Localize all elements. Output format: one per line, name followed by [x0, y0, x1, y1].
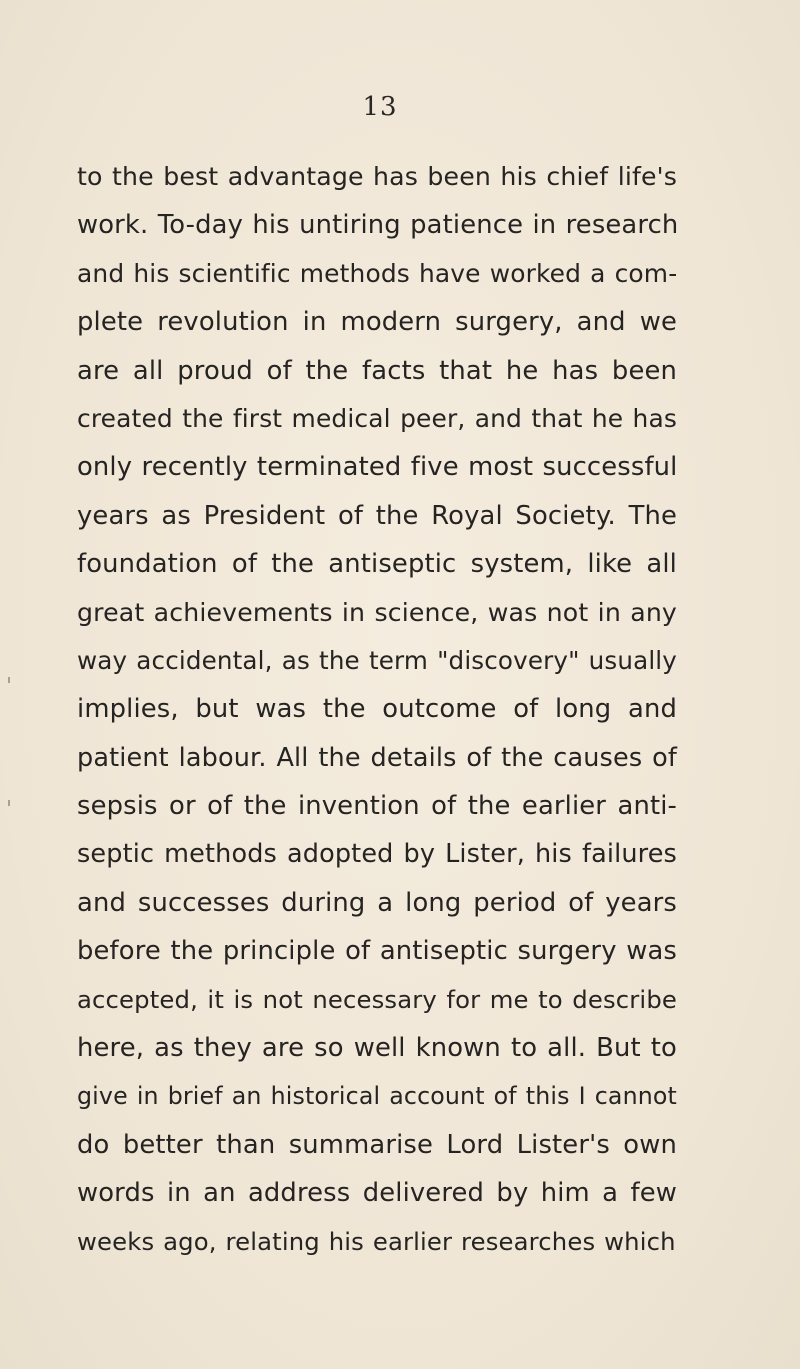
text-line: here, as they are so well known to all. But to — [77, 1033, 677, 1064]
text-line: before the principle of antiseptic surgery was — [77, 936, 677, 967]
text-line: and his scientific methods have worked a com- — [77, 258, 678, 288]
text-line: weeks ago, relating his earlier researches which — [77, 1226, 676, 1256]
text-line: only recently terminated five most successful — [77, 452, 678, 483]
text-line: do better than summarise Lord Lister's own — [77, 1129, 677, 1160]
text-line: and successes during a long period of years — [77, 887, 677, 918]
text-line: great achievements in science, was not in any — [77, 597, 677, 627]
text-line: implies, but was the outcome of long and — [77, 694, 677, 725]
text-line: years as President of the Royal Society. The — [77, 500, 677, 531]
text-line: are all proud of the facts that he has been — [77, 355, 677, 386]
text-line: plete revolution in modern surgery, and we — [77, 307, 677, 338]
body-text — [77, 153, 677, 1266]
text-line: foundation of the antiseptic system, like all — [77, 549, 677, 580]
text-line: way accidental, as the term "discovery" usually — [77, 645, 677, 675]
page-number: 13 — [362, 92, 398, 122]
text-line: give in brief an historical account of this I cannot — [77, 1082, 677, 1111]
text-line: septic methods adopted by Lister, his failures — [77, 839, 677, 870]
text-line: patient labour. All the details of the causes of — [77, 742, 677, 773]
text-line: work. To-day his untiring patience in research — [77, 210, 679, 241]
margin-speck — [8, 800, 10, 806]
margin-speck — [8, 677, 10, 683]
text-line: created the first medical peer, and that he has — [77, 403, 677, 433]
text-line: accepted, it is not necessary for me to describe — [77, 984, 677, 1014]
text-line: to the best advantage has been his chief life's — [77, 162, 677, 191]
text-line: words in an address delivered by him a few — [77, 1178, 677, 1209]
text-line: sepsis or of the invention of the earlier anti- — [77, 791, 677, 822]
